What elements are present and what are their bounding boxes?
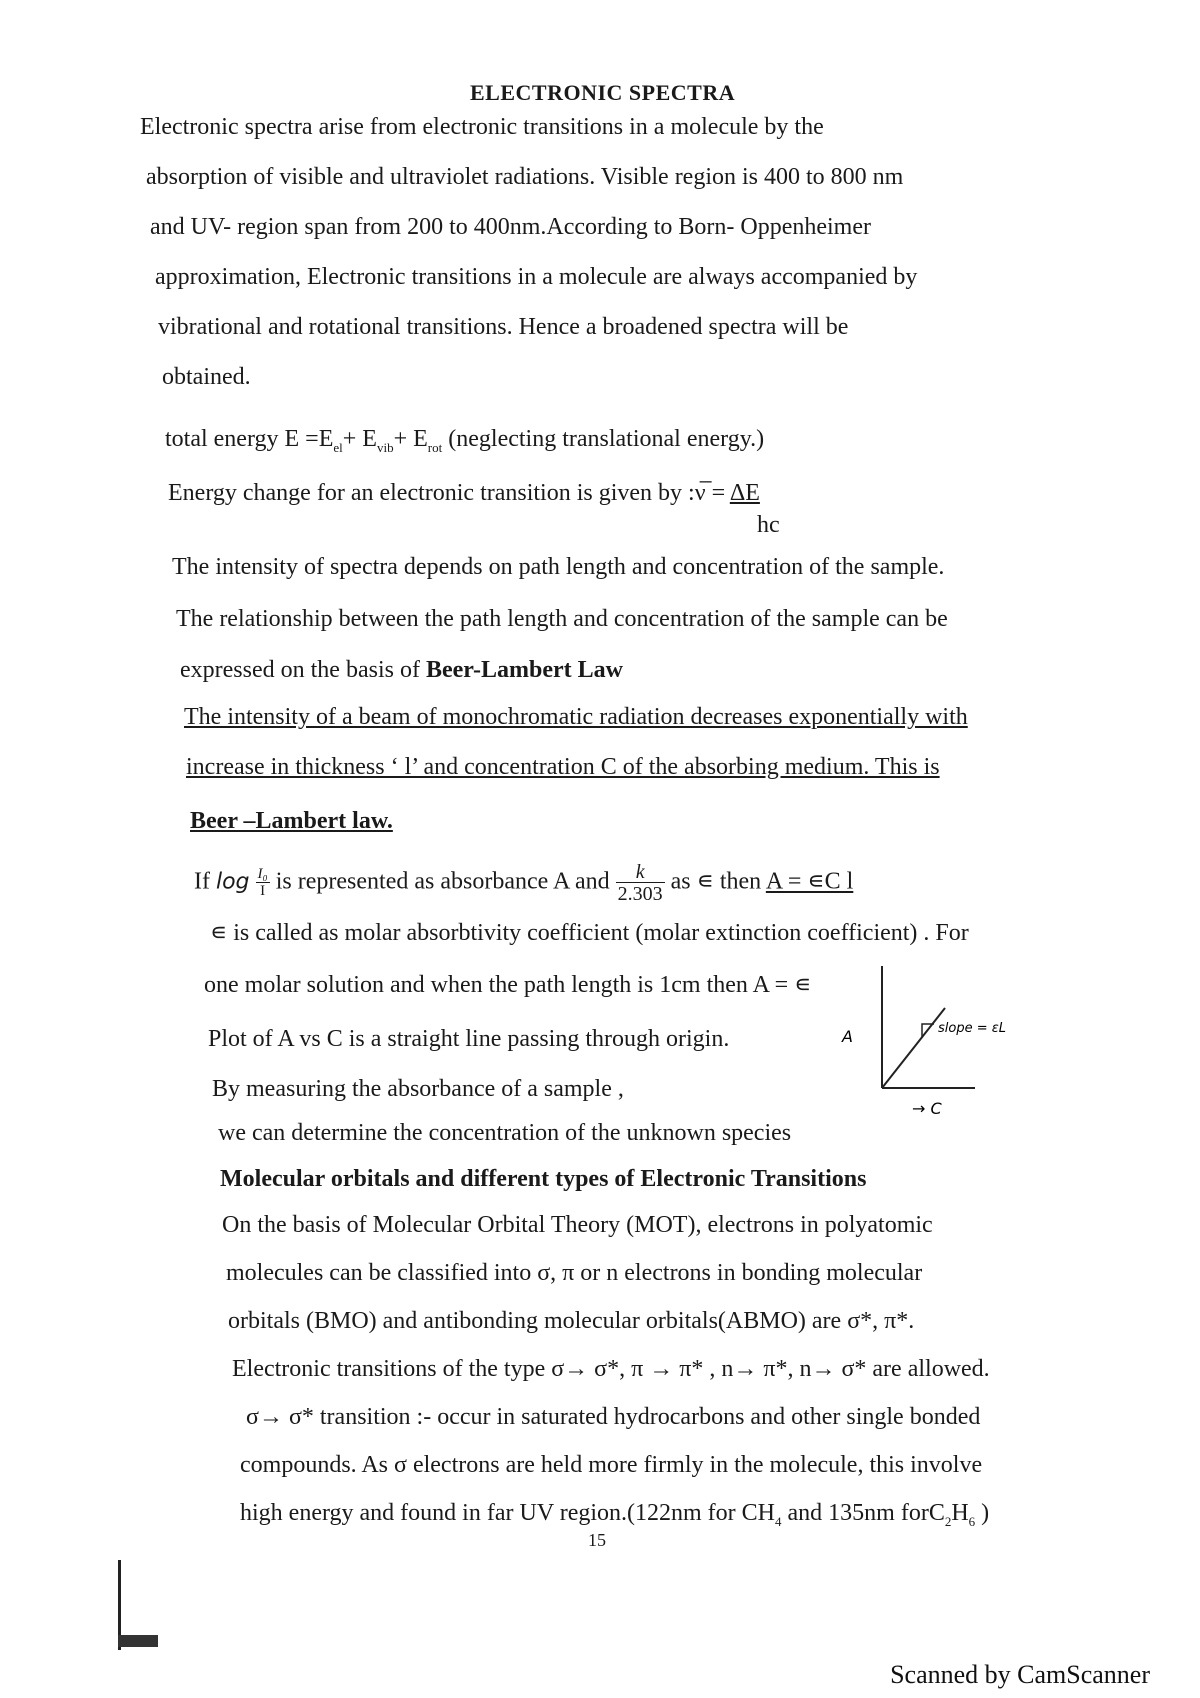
line-text: H	[951, 1500, 969, 1526]
equals-sign: =	[705, 480, 730, 506]
sketch-line	[882, 1008, 945, 1088]
equation-text: Energy change for an electronic transition is given by :	[168, 480, 695, 506]
mot-line: molecules can be classified into σ, π or n electrons in bonding molecular	[226, 1260, 923, 1286]
far-uv-line	[240, 1498, 989, 1537]
molar-line: we can determine the concentration of the unknown species	[218, 1120, 792, 1146]
nu-bar-symbol: ν̅	[694, 480, 706, 506]
molar-line: one molar solution and when the path length is 1cm then A = ∊	[204, 972, 812, 998]
energy-change-line	[168, 478, 760, 508]
subscript: 2	[944, 1513, 952, 1529]
mot-line: On the basis of Molecular Orbital Theory (MOT), electrons in polyatomic	[222, 1212, 933, 1238]
a-vs-c-sketch	[830, 960, 1030, 1120]
equation-text: + E	[393, 426, 428, 452]
beer-lambert-formula: A = ∊C l	[765, 868, 854, 895]
mot-line: σ→ σ* transition :- occur in saturated hydrocarbons and other single bonded	[246, 1404, 981, 1430]
fraction-numerator: I₀	[257, 866, 268, 882]
equation-text: total energy E =E	[165, 426, 334, 452]
paragraph-line: absorption of visible and ultraviolet radiations. Visible region is 400 to 800 nm	[146, 164, 904, 190]
sketch-x-label: → C	[912, 1099, 942, 1118]
if-text: If	[194, 868, 216, 895]
definition-text: as ∊ then	[664, 868, 766, 895]
law-statement-line: increase in thickness ‘ l’ and concentration C of the absorbing medium. This is	[186, 754, 940, 780]
fraction-numerator: k	[635, 861, 645, 883]
law-name: Beer –Lambert law.	[190, 808, 393, 834]
beer-intro-line	[180, 655, 623, 685]
scan-edge-shadow	[118, 1635, 158, 1647]
fraction-denominator: 2.303	[617, 883, 663, 905]
log-text: log	[215, 869, 250, 895]
hc-denominator: hc	[757, 512, 780, 538]
absorbance-definition-line	[194, 862, 853, 904]
subscript: 6	[968, 1513, 976, 1529]
page-title: ELECTRONIC SPECTRA	[470, 80, 736, 105]
law-statement-line: The intensity of a beam of monochromatic radiation decreases exponentially with	[184, 704, 968, 730]
molar-line: Plot of A vs C is a straight line passing through origin.	[208, 1026, 730, 1052]
io-over-i-fraction	[256, 867, 270, 899]
molar-line: By measuring the absorbance of a sample ,	[212, 1076, 624, 1102]
subscript: rot	[427, 439, 443, 455]
fraction-denominator: I	[256, 882, 270, 899]
scanner-watermark: Scanned by CamScanner	[890, 1660, 1150, 1689]
beer-intro-text: expressed on the basis of	[180, 657, 426, 683]
molar-line: ∊ is called as molar absorbtivity coefficient (molar extinction coefficient) . For	[210, 920, 969, 946]
mot-line: orbitals (BMO) and antibonding molecular orbitals(ABMO) are σ*, π*.	[228, 1308, 915, 1334]
line-text: high energy and found in far UV region.(122nm for CH	[240, 1500, 776, 1526]
paragraph-line: and UV- region span from 200 to 400nm.According to Born- Oppenheimer	[150, 214, 871, 240]
beer-lambert-law-term: Beer-Lambert Law	[425, 657, 624, 683]
paragraph-line: obtained.	[162, 364, 251, 390]
paragraph-line: Electronic spectra arise from electronic transitions in a molecule by the	[140, 114, 824, 140]
sketch-slope-label: slope = εL	[938, 1021, 1007, 1036]
line-text: )	[975, 1500, 990, 1526]
delta-e: ΔE	[729, 480, 760, 506]
subscript: 4	[775, 1513, 782, 1529]
section-heading: Molecular orbitals and different types of Electronic Transitions	[220, 1166, 867, 1192]
subscript: vib	[376, 439, 394, 455]
line-text: and 135nm forC	[781, 1500, 945, 1526]
equation-text: + E	[342, 426, 377, 452]
definition-text: is represented as absorbance A and	[269, 868, 616, 895]
k-over-2303-fraction	[616, 862, 665, 904]
equation-text: (neglecting translational energy.)	[442, 426, 765, 452]
paragraph-line: The intensity of spectra depends on path length and concentration of the sample.	[172, 554, 945, 580]
paragraph-line: approximation, Electronic transitions in a molecule are always accompanied by	[155, 264, 918, 290]
total-energy-equation	[165, 424, 764, 463]
sketch-y-label: A	[842, 1027, 853, 1046]
mot-line: compounds. As σ electrons are held more firmly in the molecule, this involve	[240, 1452, 983, 1478]
mot-line: Electronic transitions of the type σ→ σ*, π → π* , n→ π*, n→ σ* are allowed.	[232, 1356, 990, 1382]
paragraph-line: vibrational and rotational transitions. Hence a broadened spectra will be	[158, 314, 849, 340]
subscript: el	[333, 439, 343, 455]
paragraph-line: The relationship between the path length and concentration of the sample can be	[176, 606, 948, 632]
page-number: 15	[588, 1530, 606, 1550]
